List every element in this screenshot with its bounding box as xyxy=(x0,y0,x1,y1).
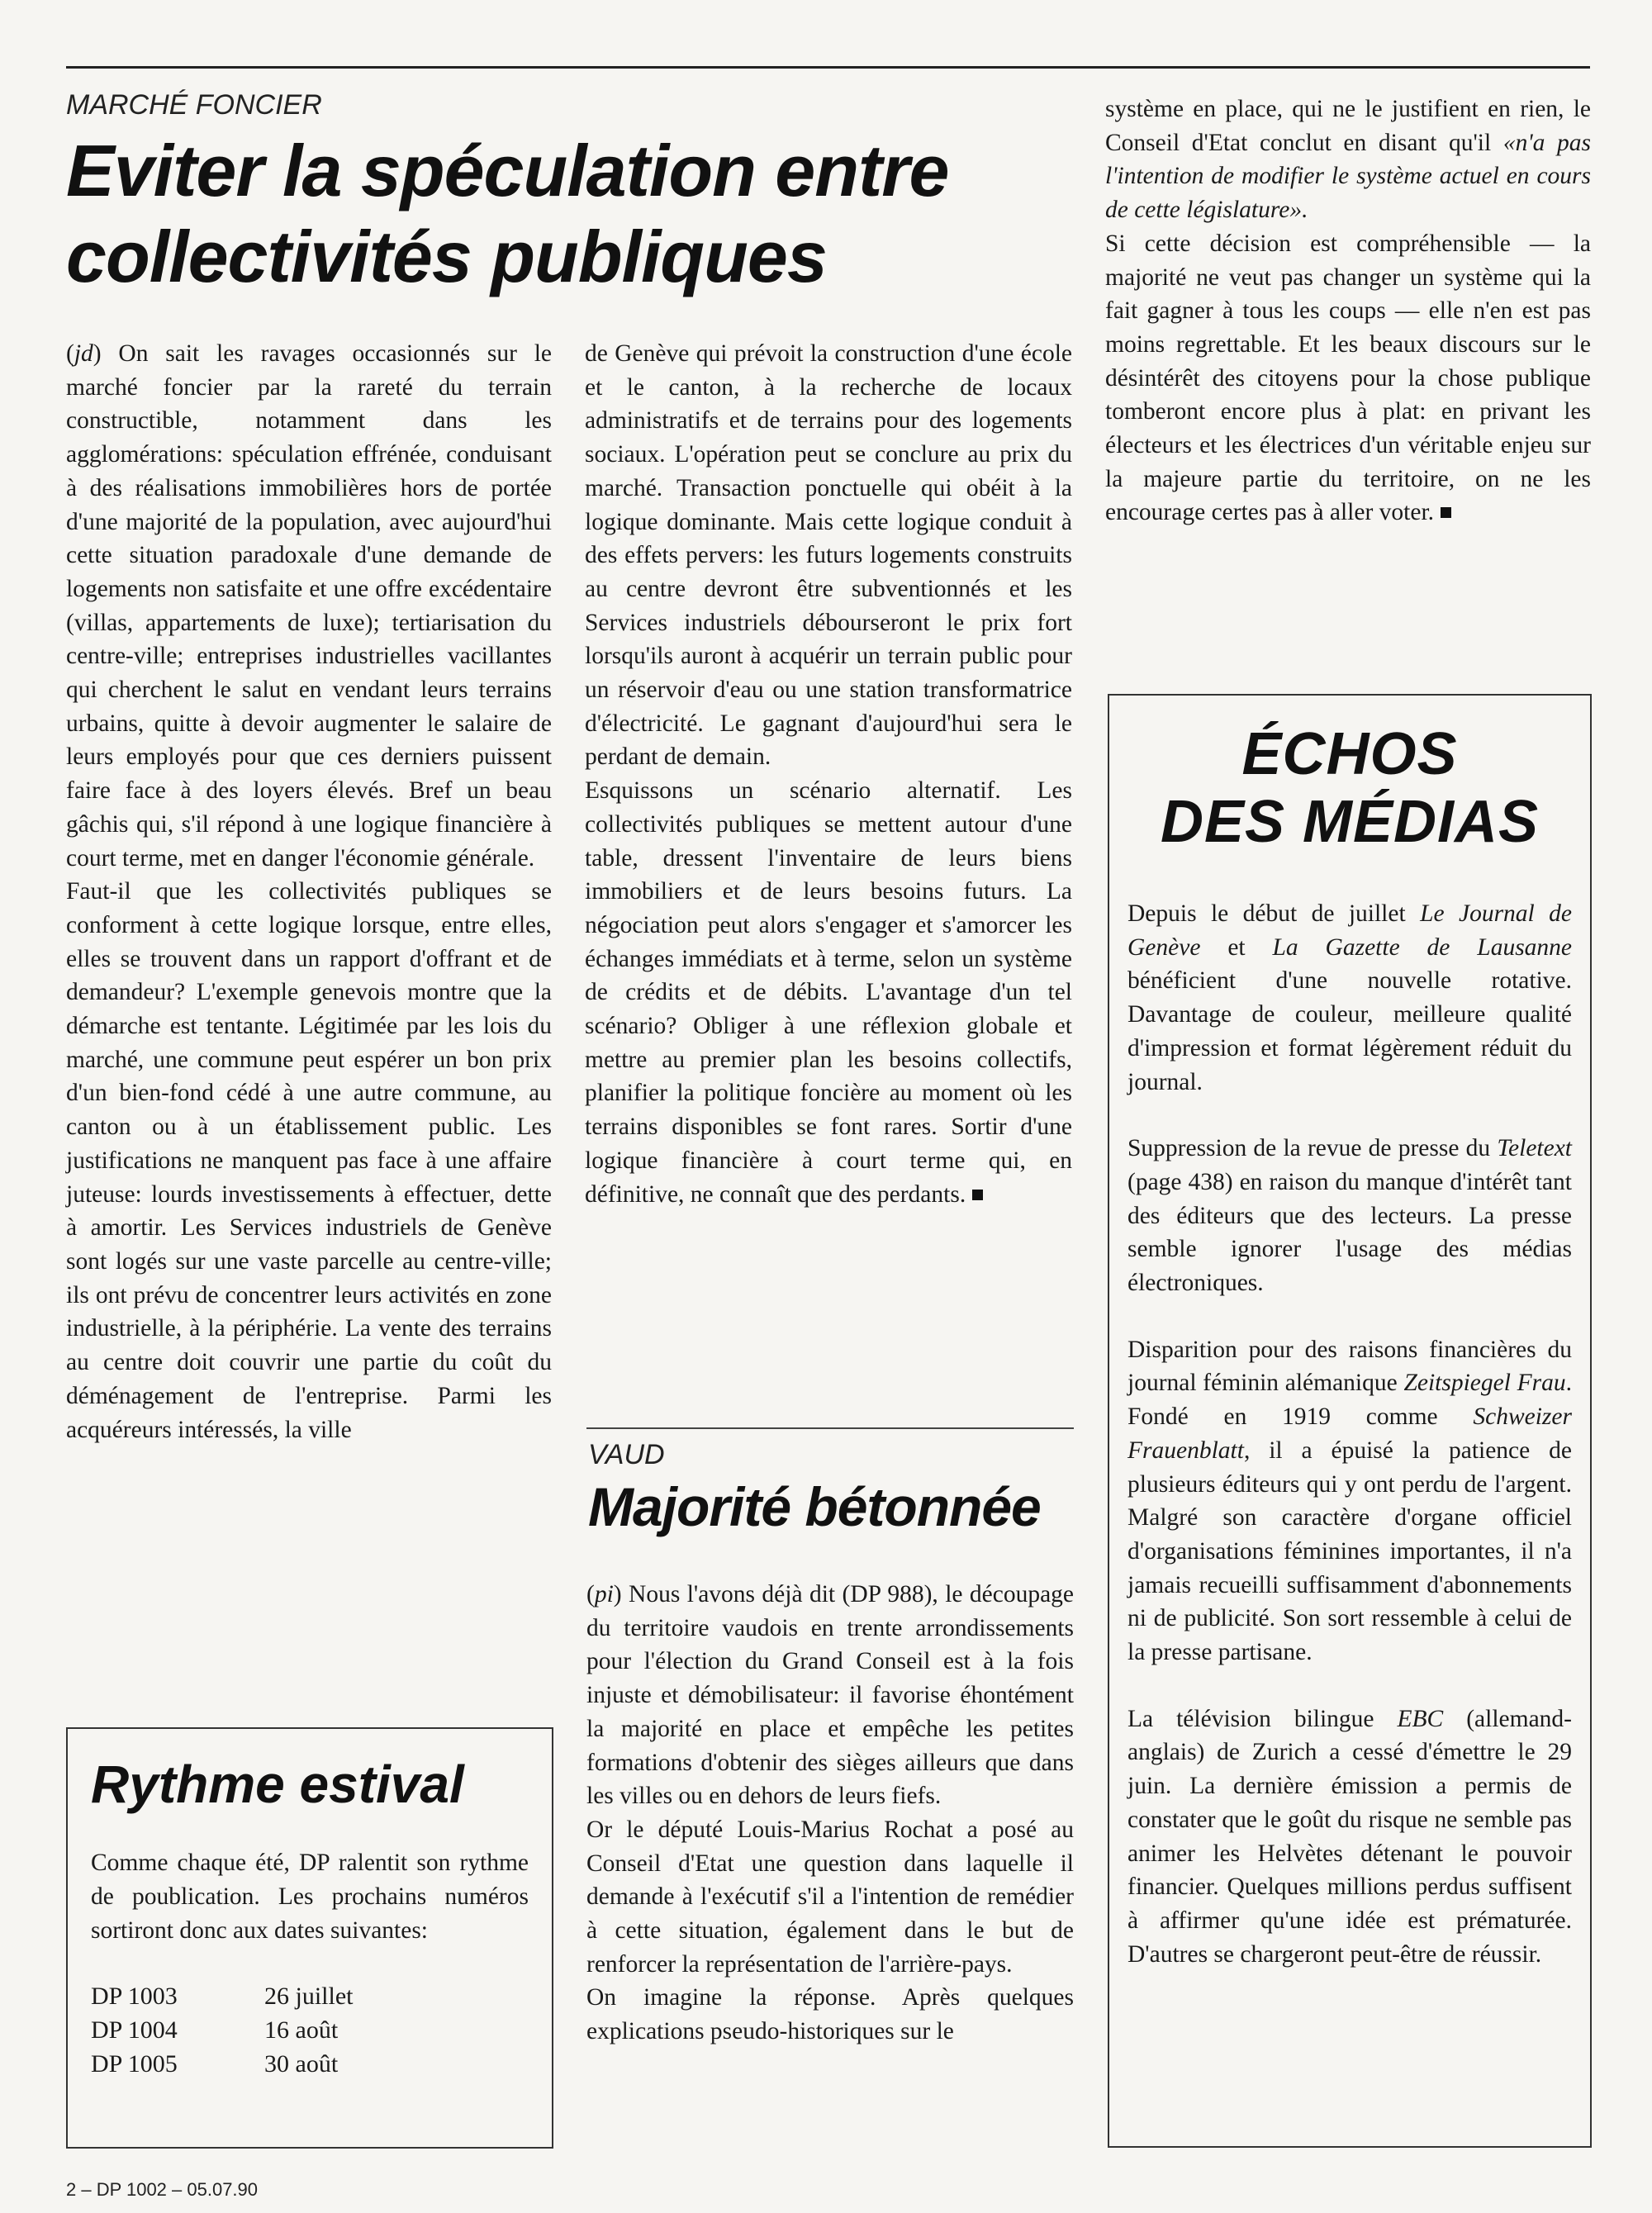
article2-title: Majorité bétonnée xyxy=(588,1476,1041,1537)
article2-paragraph5: Si cette décision est compréhensible — la majorité ne veut pas changer un système qui la fait gagner à tous les coups — elle n'en est pas moins regrettable. Et les beaux discours sur le désintérêt des citoyens pour la chose publique tomberont encore plus à plat: en privant les électeurs et les électrices d'un véritable enjeu sur la majeure partie du territoire, on ne les encourage certes pas à aller voter. xyxy=(1105,230,1591,526)
article-title-line1: Eviter la spéculation entre xyxy=(66,130,949,211)
rythme-estival-box xyxy=(66,1727,553,2149)
rythme-title: Rythme estival xyxy=(91,1755,464,1814)
article1-paragraph4: Esquissons un scénario alternatif. Les collectivités publiques se mettent autour d'une table, dressent l'inventaire de leurs biens immobiliers et de leurs besoins futurs. La négociation peut alors s'engager et s'amorcer les échanges immédiats et à terme, selon un système de crédits et de débits. L'avantage d'un tel scénario? Obliger à une réflexion globale et mettre au premier plan les besoins collectifs, planifier la politique foncière au moment où les terrains disponibles se font rares. Sortir d'une logique financière à court terme qui, en définitive, ne connaît que des perdants. xyxy=(585,777,1072,1208)
section-divider xyxy=(586,1427,1074,1429)
article-title-line2: collectivités publiques xyxy=(66,216,827,297)
echos-item: Depuis le début de juillet Le Journal de Genève et La Gazette de Lausanne bénéficient d'une nouvelle rotative. Davantage de couleur, meilleure qualité d'impression et format légèrement réduit du journal. xyxy=(1127,900,1573,1095)
echos-des-medias-box xyxy=(1108,694,1592,2148)
echos-item: La télévision bilingue EBC (allemand-anglais) de Zurich a cessé d'émettre le 29 juin. La dernière émission a permis de constater que le goût du risque ne semble pas animer les Helvètes détenant le pouvoir financier. Quelques millions perdus suffisent à affirmer qu'une idée est prématurée. D'autres se chargeront peut-être de réussir. xyxy=(1127,1705,1572,1968)
article1-paragraph2: Faut-il que les collectivités publiques se conforment à cette logique lorsque, entre elles, elles se trouvent dans un rapport d'offrant et de demandeur? L'exemple genevois montre que la démarche est tentante. Légitimée par les lois du marché, une commune peut espérer un bon prix d'un bien-fond cédé à une autre commune, au canton ou à un établissement public. Les justifications ne manquent pas face à une affaire juteuse: lourds investissements à effectuer, dette à amortir. Les Services industriels de Genève sont logés sur une vaste parcelle au centre-ville; ils ont prévu de concentrer leurs activités en zone industrielle, à la périphérie. La vente des terrains au centre doit couvrir une partie du coût du déménagement de l'entreprise. Parmi les acquéreurs intéressés, la ville xyxy=(66,878,552,1443)
echos-item: Suppression de la revue de presse du Teletext (page 438) en raison du manque d'intérêt tant des éditeurs que des lecteurs. La presse semble ignorer l'usage des médias électroniques. xyxy=(1127,1135,1572,1297)
top-rule xyxy=(66,66,1590,69)
schedule-table xyxy=(91,1979,354,2081)
echos-item: Disparition pour des raisons financières du journal féminin alémanique Zeitspiegel Frau. Fondé en 1919 comme Schweizer Frauenblatt, il a épuisé la patience de plusieurs éditeurs qui y ont perdu de l'argent. Malgré son caractère d'organe officiel d'organisations féminines importantes, il n'a jamais recueilli suffisamment d'abonnements ni de publicité. Son sort ressemble à celui de la presse partisane. xyxy=(1127,1336,1573,1666)
schedule-row: DP 1004 16 août xyxy=(91,2016,339,2044)
article2-column2 xyxy=(586,1578,1074,2049)
end-mark-icon xyxy=(972,1190,983,1200)
rythme-text: Comme chaque été, DP ralentit son rythme de poublication. Les prochains numéros sortiront donc aux dates suivantes: xyxy=(91,1850,529,1944)
article1-column1 xyxy=(66,337,552,1446)
article1-paragraph1: (jd) On sait les ravages occasionnés sur le marché foncier par la rareté du terrain constructible, notamment dans les agglomérations: spéculation effrénée, conduisant à des réalisations immobilières hors de portée d'une majorité de la population, avec aujourd'hui cette situation paradoxale d'une demande de logements non satisfaite et une offre excédentaire (villas, appartements de luxe); tertiarisation du centre-ville; entreprises industrielles vacillantes qui cherchent le salut en vendant leurs terrains urbains, quitte à devoir augmenter le salaire de leurs employés pour que ces derniers puissent faire face à des loyers élevés. Bref un beau gâchis qui, s'il répond à une logique financière à court terme, met en danger l'économie générale. xyxy=(66,340,553,871)
echos-title: ÉCHOS DES MÉDIAS xyxy=(1160,721,1540,855)
author-initials: jd xyxy=(74,340,93,367)
author-initials: pi xyxy=(594,1581,614,1608)
article2-paragraph3: On imagine la réponse. Après quelques explications pseudo-historiques sur le xyxy=(586,1984,1074,2045)
article2-paragraph1: (pi) Nous l'avons déjà dit (DP 988), le découpage du territoire vaudois en trente arrondissements pour l'élection du Grand Conseil est à la fois injuste et démobilisateur: il favorise éhontément la majorité en place et empêche les petites formations d'obtenir des sièges ailleurs que dans les villes ou en dehors de leurs fiefs. xyxy=(586,1581,1075,1810)
article2-kicker: VAUD xyxy=(588,1439,665,1470)
article-title xyxy=(66,128,949,300)
schedule-row: DP 1003 26 juillet xyxy=(91,1983,354,2010)
article2-column3 xyxy=(1105,93,1591,530)
schedule-row: DP 1005 30 août xyxy=(91,2050,339,2078)
article2-paragraph2: Or le député Louis-Marius Rochat a posé au Conseil d'Etat une question dans laquelle il demande à l'exécutif s'il a l'intention de remédier à cette situation, également dans le but de renforcer la représentation de l'arrière-pays. xyxy=(586,1816,1074,1978)
article-kicker: MARCHÉ FONCIER xyxy=(66,89,322,121)
page-footer: 2 – DP 1002 – 05.07.90 xyxy=(66,2179,259,2200)
end-mark-icon xyxy=(1441,507,1451,518)
article1-paragraph3: de Genève qui prévoit la construction d'une école et le canton, à la recherche de locaux administratifs et de terrains pour des logements sociaux. L'opération peut se conclure au prix du marché. Transaction ponctuelle qui obéit à la logique dominante. Mais cette logique conduit à des effets pervers: les futurs logements construits au centre devront être subventionnés et les Services industriels débourseront le prix fort lorsqu'ils auront à acquérir un terrain public pour un réservoir d'eau ou une station transformatrice d'électricité. Le gagnant d'aujourd'hui sera le perdant de demain. xyxy=(585,340,1072,771)
article1-column2 xyxy=(585,337,1072,1211)
article2-paragraph4: système en place, qui ne le justifient en rien, le Conseil d'Etat conclut en disant qu'il «n'a pas l'intention de modifier le système actuel en cours de cette législature». xyxy=(1105,96,1592,224)
